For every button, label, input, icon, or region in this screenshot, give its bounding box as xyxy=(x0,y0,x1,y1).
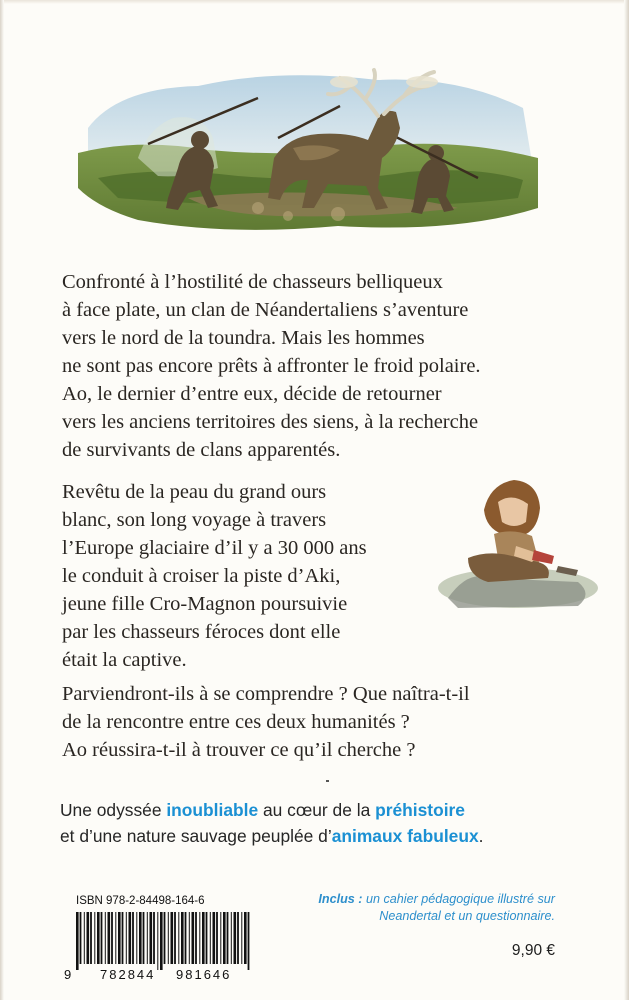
barcode-bar xyxy=(147,912,148,964)
barcode-bar xyxy=(244,912,247,964)
blurb-line: Revêtu de la peau du grand ours xyxy=(62,481,327,503)
barcode-first-digit: 9 xyxy=(64,967,72,982)
barcode-bar xyxy=(87,912,90,964)
barcode-bar xyxy=(223,912,226,964)
blurb-line: Ao réussira-t-il à trouver ce qu’il cherche ? xyxy=(62,739,416,761)
included-lead: Inclus : xyxy=(318,892,363,906)
barcode-bar xyxy=(216,912,218,964)
barcode-bar xyxy=(76,912,79,970)
blurb-paragraph-1 xyxy=(62,268,481,464)
tagline-text: et d’une nature sauvage peuplée d’ xyxy=(60,826,332,846)
barcode-bar xyxy=(202,912,205,964)
blurb-line: le conduit à croiser la piste d’Aki, xyxy=(62,565,341,587)
included-line-1 xyxy=(310,891,555,908)
barcode-bar xyxy=(139,912,142,964)
barcode-bar xyxy=(189,912,190,964)
price: 9,90 € xyxy=(511,942,555,959)
included-line-2: Neandertal et un questionnaire. xyxy=(379,909,555,923)
blurb-line: par les chasseurs féroces dont elle xyxy=(62,621,341,643)
seated-cro-magnon-girl-icon xyxy=(428,470,598,610)
barcode-bar xyxy=(126,912,127,964)
blurb-line: jeune fille Cro-Magnon poursuivie xyxy=(62,593,348,615)
barcode-bar xyxy=(108,912,111,964)
barcode-bar xyxy=(160,912,163,970)
barcode-bar xyxy=(115,912,116,964)
barcode-bar xyxy=(227,912,229,964)
barcode-icon xyxy=(62,912,262,982)
barcode-bar xyxy=(199,912,200,964)
barcode-bar xyxy=(118,912,121,964)
barcode-bar xyxy=(164,912,166,964)
included-note xyxy=(310,891,555,925)
barcode-bar xyxy=(84,912,85,964)
blurb-line: Parviendront-ils à se comprendre ? Que naîtra-t-il xyxy=(62,683,470,705)
blurb-paragraph-2 xyxy=(62,478,367,674)
barcode-bar xyxy=(157,912,158,970)
barcode-bar xyxy=(210,912,211,964)
blurb-line: l’Europe glaciaire d’il y a 30 000 ans xyxy=(62,537,367,559)
barcode-bar xyxy=(231,912,232,964)
barcode-bar xyxy=(136,912,137,964)
barcode-bar xyxy=(97,912,100,964)
isbn-label: ISBN 978-2-84498-164-6 xyxy=(76,895,205,907)
barcode-bar xyxy=(181,912,184,964)
tagline-text: au cœur de la xyxy=(258,800,376,820)
blurb-line: Confronté à l’hostilité de chasseurs belliqueux xyxy=(62,271,443,293)
barcode-bar xyxy=(143,912,145,964)
barcode-bar xyxy=(248,912,250,970)
tagline-line-2 xyxy=(60,823,620,849)
tagline-line-1 xyxy=(60,797,620,823)
barcode-bar xyxy=(132,912,134,964)
barcode-bar xyxy=(111,912,113,964)
tagline-text: Une odyssée xyxy=(60,800,167,820)
page-edge-left xyxy=(0,0,4,1000)
barcode-bar xyxy=(90,912,92,964)
blurb-line: de survivants de clans apparentés. xyxy=(62,439,341,461)
tagline-highlight: préhistoire xyxy=(375,800,465,820)
tagline-text: . xyxy=(478,826,484,846)
barcode-bar xyxy=(94,912,95,964)
tagline-highlight: inoubliable xyxy=(166,800,259,820)
blurb-line: ne sont pas encore prêts à affronter le froid polaire. xyxy=(62,355,481,377)
barcode-bar xyxy=(174,912,176,964)
blurb-line: Ao, le dernier d’entre eux, décide de retourner xyxy=(62,383,442,405)
tagline xyxy=(60,797,620,849)
barcode-bar xyxy=(206,912,208,964)
blurb-line: de la rencontre entre ces deux humanités ? xyxy=(62,711,410,733)
barcode-bar xyxy=(168,912,169,964)
barcode-bar xyxy=(178,912,179,964)
barcode-bar xyxy=(241,912,242,964)
barcode-bar xyxy=(150,912,153,964)
blurb-line: était la captive. xyxy=(62,649,187,671)
barcode-group-1: 782844 xyxy=(100,967,156,982)
barcode-bar xyxy=(185,912,187,964)
barcode-bar xyxy=(234,912,237,964)
barcode-bar xyxy=(171,912,174,964)
barcode-bar xyxy=(213,912,216,964)
blurb-line: blanc, son long voyage à travers xyxy=(62,509,327,531)
barcode-bar xyxy=(129,912,132,964)
neanderthal-hunters-and-stag-icon xyxy=(78,58,538,240)
barcode-bar xyxy=(220,912,221,964)
barcode-bar xyxy=(105,912,106,964)
barcode-bar xyxy=(153,912,155,964)
tagline-highlight: animaux fabuleux xyxy=(331,826,479,846)
barcode-group-2: 981646 xyxy=(176,967,232,982)
page-edge-top xyxy=(0,0,629,4)
ink-speck xyxy=(326,780,329,782)
blurb-paragraph-3 xyxy=(62,680,470,764)
blurb-line: vers les anciens territoires des siens, à la recherche xyxy=(62,411,479,433)
barcode-bar xyxy=(195,912,197,964)
blurb-line: vers le nord de la toundra. Mais les hommes xyxy=(62,327,425,349)
barcode-bar xyxy=(192,912,195,964)
barcode-bar xyxy=(122,912,124,964)
barcode-bar xyxy=(101,912,103,964)
barcode-bar xyxy=(80,912,82,964)
page-edge-right xyxy=(624,0,629,1000)
barcode-bar xyxy=(237,912,239,964)
included-text: un cahier pédagogique illustré sur xyxy=(362,892,555,906)
blurb-line: à face plate, un clan de Néandertaliens s’aventure xyxy=(62,299,469,321)
